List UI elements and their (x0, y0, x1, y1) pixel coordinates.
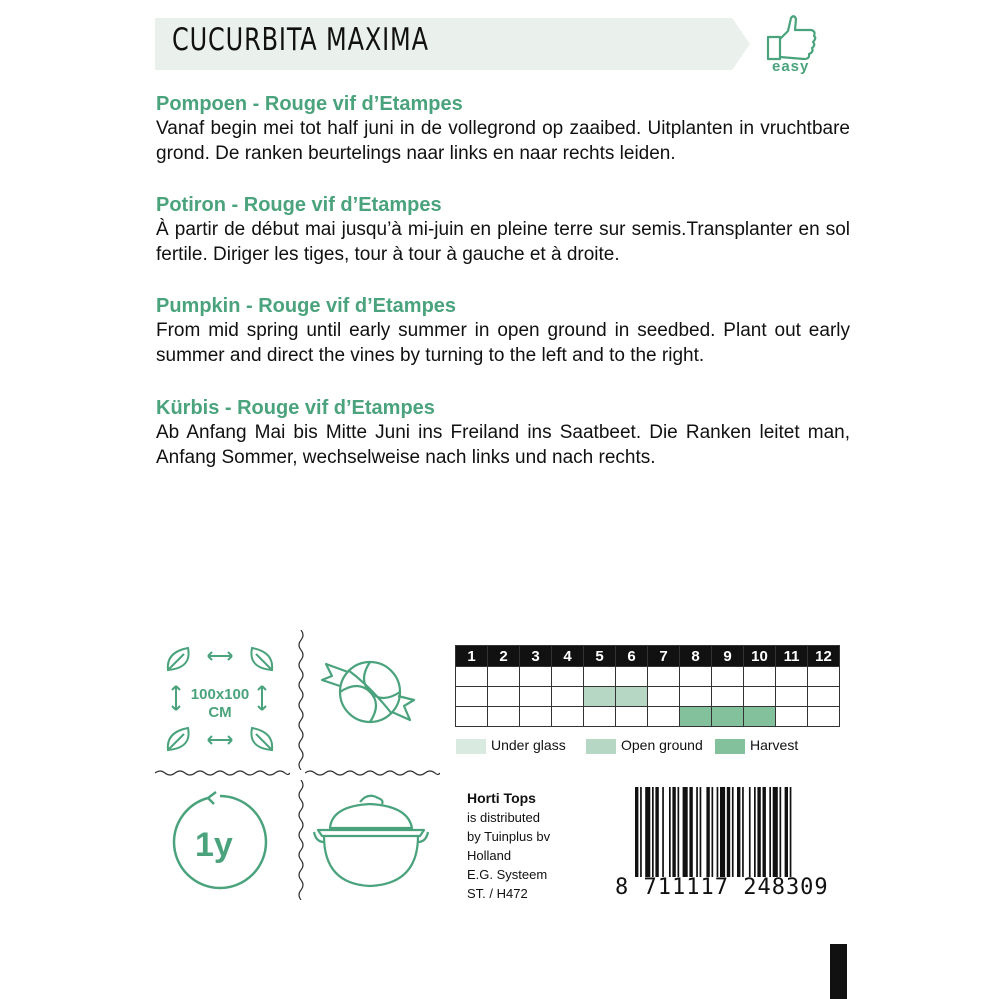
harvest-cell (712, 707, 744, 727)
barcode-bar (754, 787, 756, 877)
barcode-bar (717, 787, 719, 877)
barcode (610, 787, 850, 902)
harvest-cell (744, 707, 776, 727)
open-ground-cell (616, 687, 648, 707)
barcode-bar (712, 787, 714, 877)
month-header: 3 (520, 646, 552, 667)
barcode-bar (635, 787, 638, 877)
month-header: 4 (552, 646, 584, 667)
cooking-pot-icon (312, 790, 432, 895)
legend-swatch (586, 739, 616, 754)
month-header: 5 (584, 646, 616, 667)
species-title: CUCURBITA MAXIMA (172, 22, 429, 58)
distributor-line: Holland (467, 848, 512, 863)
barcode-bar (727, 787, 730, 877)
barcode-digits: 8 711117 248309 (615, 875, 829, 900)
section-title: Pumpkin - Rouge vif d’Etampes (156, 295, 457, 317)
barcode-bar (655, 787, 658, 877)
barcode-bar (652, 787, 654, 877)
distributor-line: E.G. Systeem (467, 867, 548, 882)
horizontal-divider (155, 768, 290, 778)
barcode-bar (742, 787, 744, 877)
spacing-unit: CM (208, 704, 232, 721)
barcode-bar (689, 787, 692, 877)
barcode-bar (737, 787, 740, 877)
legend-under-glass (456, 737, 566, 754)
section-french (156, 193, 850, 267)
barcode-bar (732, 787, 734, 877)
registration-mark (830, 944, 847, 999)
spacing-value: 100x100 (190, 686, 250, 703)
barcode-bar (683, 787, 688, 877)
distributor-info (467, 789, 550, 903)
barcode-bar (662, 787, 664, 877)
section-title: Potiron - Rouge vif d’Etampes (156, 194, 442, 216)
barcode-bar (780, 787, 782, 877)
barcode-bar (700, 787, 702, 877)
barcode-bar (678, 787, 680, 877)
legend-swatch (456, 739, 486, 754)
barcode-bar (790, 787, 792, 877)
barcode-bar (669, 787, 671, 877)
month-header: 6 (616, 646, 648, 667)
harvest-cell (680, 707, 712, 727)
section-dutch (156, 92, 850, 166)
month-header: 2 (488, 646, 520, 667)
lifecycle-label: 1y (195, 826, 233, 864)
calendar-row-open-ground (456, 687, 840, 707)
section-german (156, 396, 850, 470)
barcode-bar (706, 787, 709, 877)
distributor-line: ST. / H472 (467, 886, 528, 901)
barcode-bar (769, 787, 771, 877)
legend-open-ground (586, 737, 703, 754)
distributor-line: is distributed (467, 810, 540, 825)
month-header: 7 (648, 646, 680, 667)
month-header: 9 (712, 646, 744, 667)
month-header: 12 (808, 646, 840, 667)
section-english (156, 294, 850, 368)
barcode-bars (635, 787, 875, 877)
vertical-divider (296, 780, 306, 900)
barcode-bar (720, 787, 725, 877)
calendar-months-row (456, 646, 840, 667)
section-body: Vanaf begin mei tot half juni in de vollegrond op zaaibed. Uitplanten in vruchtbare grond. De ranken beurtelings naar links en naar rechts leiden. (156, 118, 850, 164)
barcode-bar (672, 787, 675, 877)
barcode-bar (749, 787, 751, 877)
section-body: À partir de début mai jusqu’à mi-juin en pleine terre sur semis.Transplanter en sol fertile. Diriger les tiges, tour à tour à gauche et à droite. (156, 219, 850, 265)
calendar-row-under-glass (456, 667, 840, 687)
sowing-calendar (455, 645, 840, 727)
barcode-bar (757, 787, 760, 877)
barcode-bar (763, 787, 766, 877)
candy-icon (318, 640, 418, 740)
month-header: 10 (744, 646, 776, 667)
legend-harvest (715, 737, 798, 754)
month-header: 8 (680, 646, 712, 667)
brand-name: Horti Tops (467, 790, 536, 806)
section-body: From mid spring until early summer in open ground in seedbed. Plant out early summer and direct the vines by turning to the left and to the right. (156, 320, 850, 366)
legend-label: Under glass (491, 737, 566, 753)
easy-badge: easy (772, 58, 810, 75)
barcode-bar (640, 787, 642, 877)
legend-label: Open ground (621, 737, 703, 753)
section-title: Kürbis - Rouge vif d’Etampes (156, 397, 435, 419)
barcode-bar (696, 787, 698, 877)
distributor-line: by Tuinplus bv (467, 829, 551, 844)
month-header: 1 (456, 646, 488, 667)
open-ground-cell (584, 687, 616, 707)
section-body: Ab Anfang Mai bis Mitte Juni ins Freiland ins Saatbeet. Die Ranken leitet man, Anfang Sommer, wechselweise nach links und nach rechts. (156, 422, 850, 468)
legend-swatch (715, 739, 745, 754)
month-header: 11 (776, 646, 808, 667)
barcode-bar (785, 787, 788, 877)
calendar-row-harvest (456, 707, 840, 727)
barcode-bar (773, 787, 778, 877)
spacing-label (185, 686, 255, 722)
horizontal-divider (305, 768, 440, 778)
vertical-divider (296, 630, 306, 770)
legend-label: Harvest (750, 737, 799, 753)
barcode-bar (645, 787, 650, 877)
section-title: Pompoen - Rouge vif d’Etampes (156, 93, 463, 115)
